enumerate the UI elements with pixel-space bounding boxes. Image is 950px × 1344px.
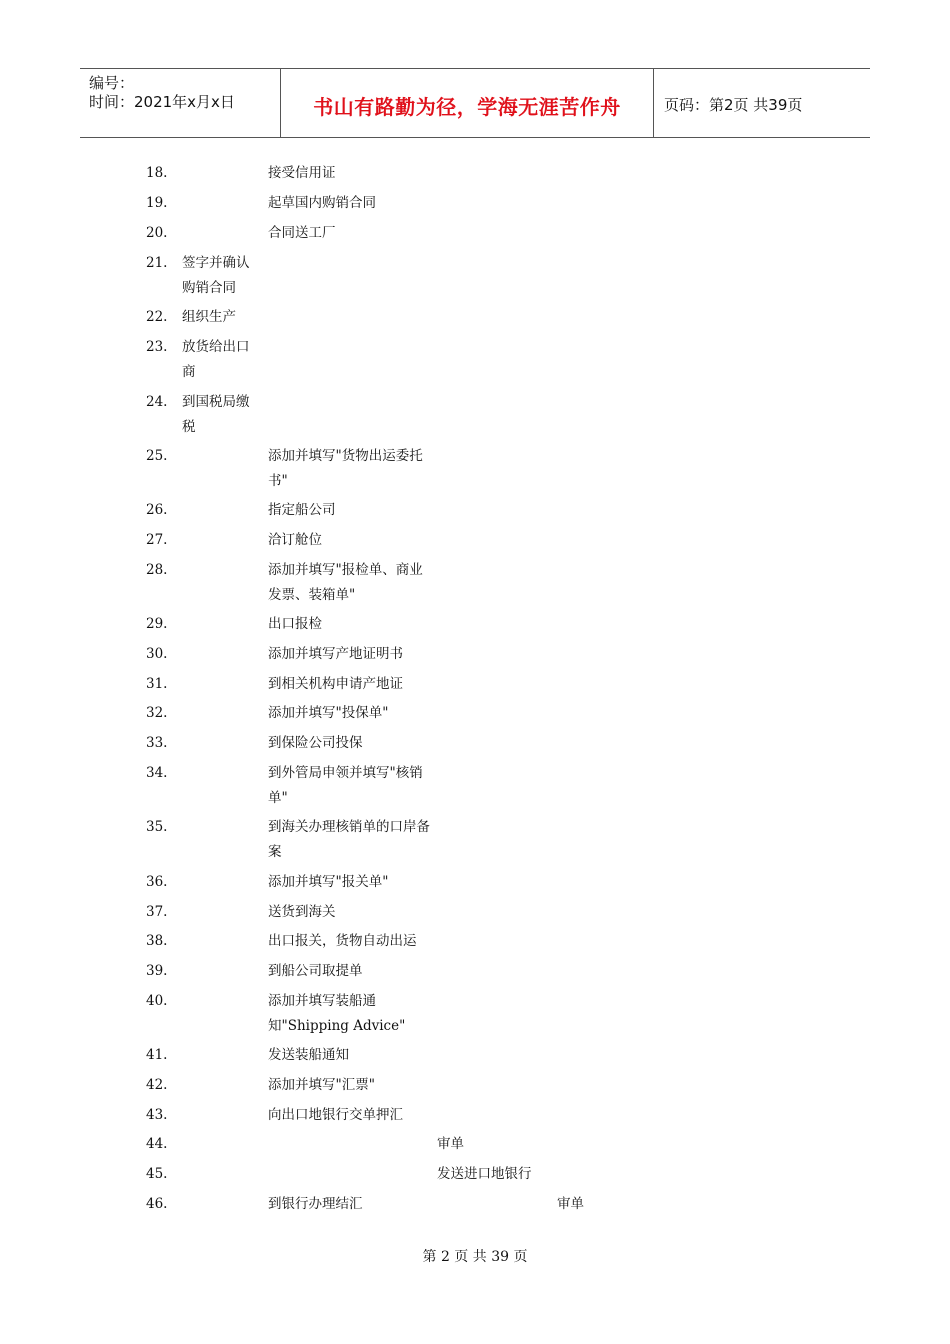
step-number: 31. [146,676,168,692]
step-text: 添加并填写"汇票" [268,1077,375,1093]
step-text: 到相关机构申请产地证 [268,676,403,692]
step-number: 33. [146,735,168,751]
step-number: 20. [146,225,168,241]
step-text: 接受信用证 [268,165,336,181]
step-text: 添加并填写"报检单、商业发票、装箱单" [268,562,423,603]
page-footer [0,1246,950,1266]
step-number: 36. [146,874,168,890]
step-number: 37. [146,904,168,920]
step-number: 27. [146,532,168,548]
step-text: 添加并填写装船通知"Shipping Advice" [268,993,406,1034]
header-motto-cell [281,69,654,137]
step-text: 发送进口地银行 [437,1166,532,1182]
step-text: 到外管局申领并填写"核销单" [268,765,423,806]
step-number: 35. [146,819,168,835]
step-number: 43. [146,1107,168,1123]
step-text: 组织生产 [182,309,236,325]
step-number: 28. [146,562,168,578]
header-info-cell [80,69,281,137]
step-text: 到海关办理核销单的口岸备案 [268,819,430,860]
step-number: 38. [146,933,168,949]
step-text: 到保险公司投保 [268,735,363,751]
page-number-label: 页码：第2页 共39页 [664,96,803,114]
step-text: 审单 [437,1136,464,1152]
step-number: 44. [146,1136,168,1152]
serial-label: 编号： [89,74,135,92]
step-number: 21. [146,255,168,271]
step-number: 23. [146,339,168,355]
step-number: 40. [146,993,168,1009]
motto-text: 书山有路勤为径，学海无涯苦作舟 [313,95,621,119]
step-number: 45. [146,1166,168,1182]
step-number: 29. [146,616,168,632]
step-number: 34. [146,765,168,781]
step-text: 添加并填写产地证明书 [268,646,403,662]
step-number: 19. [146,195,168,211]
step-number: 26. [146,502,168,518]
step-number: 39. [146,963,168,979]
step-number: 42. [146,1077,168,1093]
header-page-cell [654,69,870,137]
step-number: 30. [146,646,168,662]
step-text: 到船公司取提单 [268,963,363,979]
step-number: 41. [146,1047,168,1063]
step-text: 添加并填写"货物出运委托书" [268,448,423,489]
step-text: 添加并填写"报关单" [268,874,389,890]
step-text: 指定船公司 [268,502,336,518]
step-text: 出口报检 [268,616,322,632]
page-header [80,68,870,138]
step-text: 审单 [557,1196,584,1212]
step-number: 24. [146,394,168,410]
footer-page-number: 第 2 页 共 39 页 [422,1249,528,1265]
step-text: 放货给出口商 [182,339,250,380]
step-number: 18. [146,165,168,181]
step-text: 洽订舱位 [268,532,322,548]
step-text: 送货到海关 [268,904,336,920]
step-text: 添加并填写"投保单" [268,705,389,721]
step-text: 到银行办理结汇 [268,1196,363,1212]
step-number: 46. [146,1196,168,1212]
step-text: 合同送工厂 [268,225,336,241]
step-number: 25. [146,448,168,464]
step-text: 出口报关，货物自动出运 [268,933,417,949]
step-text: 到国税局缴税 [182,394,250,435]
step-text: 签字并确认购销合同 [182,255,250,296]
time-label: 时间：2021年x月x日 [89,93,235,111]
step-number: 22. [146,309,168,325]
step-number: 32. [146,705,168,721]
step-text: 起草国内购销合同 [268,195,376,211]
step-text: 向出口地银行交单押汇 [268,1107,403,1123]
step-text: 发送装船通知 [268,1047,349,1063]
